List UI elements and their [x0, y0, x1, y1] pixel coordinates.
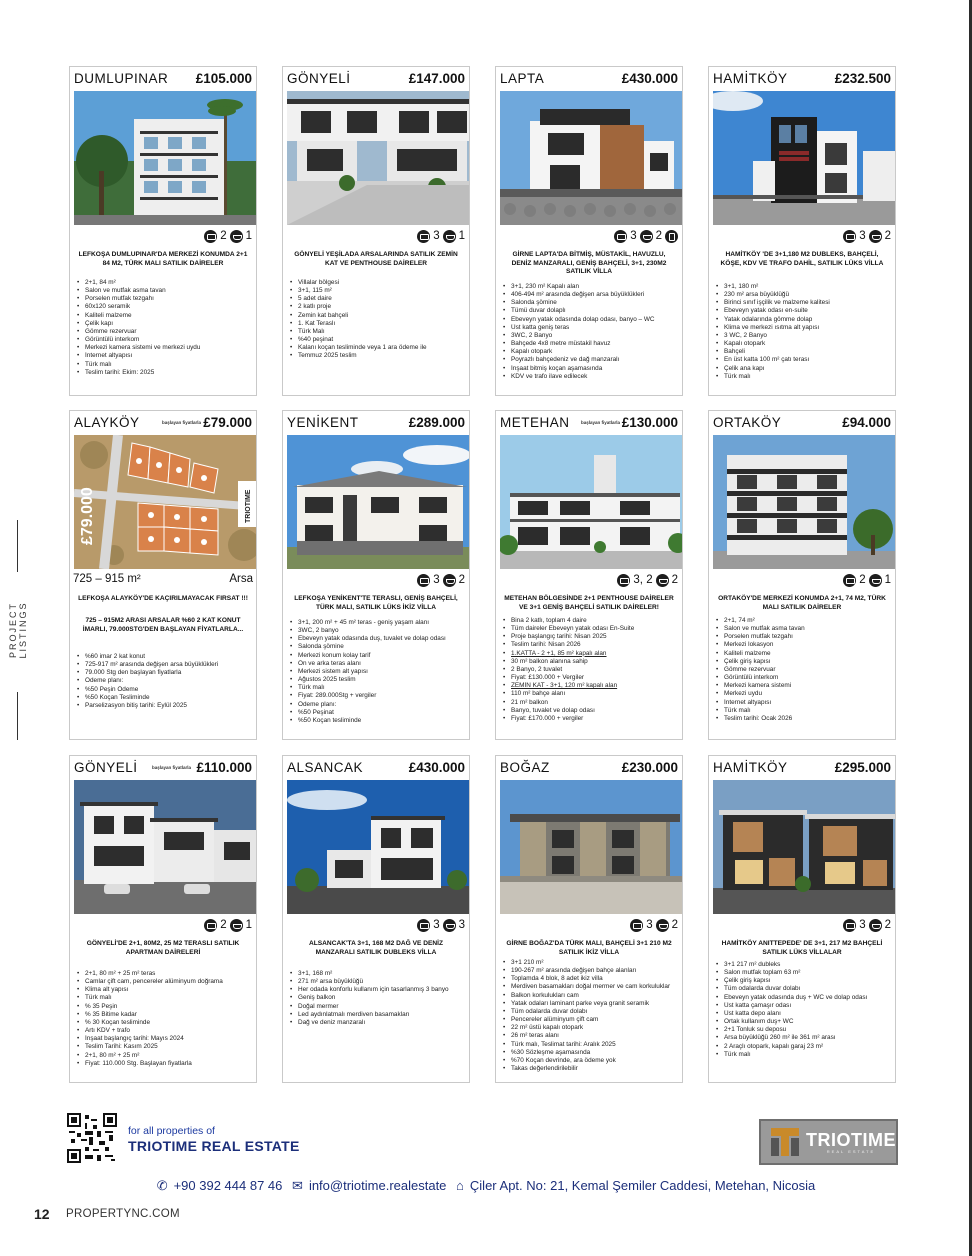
list-item: • Üst katta depo alanı: [715, 1010, 891, 1018]
listing-title: GİRNE LAPTA'DA BİTMİŞ, MÜSTAKİL, HAVUZLU, DENİZ MANZARALI, GENİŞ BAHÇELİ, 3+1, 230M2 SATILIK VİLLA: [511, 251, 667, 276]
list-item: • Porselen mutfak tezgahı: [76, 295, 252, 303]
bath-count: 2: [458, 574, 465, 586]
pool-icon: [665, 230, 678, 243]
bath-count: 1: [458, 230, 465, 242]
list-item: • İnternet altyapısı: [715, 699, 891, 707]
list-item: • Merkezi kamera sistemi ve merkezi uydu: [76, 344, 252, 352]
list-item: • Led aydınlatmalı merdiven basamakları: [289, 1011, 465, 1019]
list-item: • İnşaat bitmiş koçan aşamasında: [502, 365, 678, 373]
list-item: • Çelik giriş kapısı: [715, 977, 891, 985]
list-item: • İnşaat başlangıç tarihi: Mayıs 2024: [76, 1035, 252, 1043]
listing-title: GİRNE BOĞAZ'DA TÜRK MALI, BAHÇELİ 3+1 210 M2 SATILIK İKİZ VİLLA: [506, 940, 672, 956]
plot-info: [73, 573, 253, 585]
listing-photo[interactable]: [500, 780, 683, 914]
list-item: • Ödeme planı:: [289, 701, 465, 709]
list-item: • Merdiven basamakları doğal mermer ve cam korkuluklar: [502, 983, 678, 991]
list-item: • Yatak odalarında gömme dolap: [715, 316, 891, 324]
phone-link[interactable]: +90 392 444 87 46: [173, 1178, 283, 1193]
logo-subtext: REAL ESTATE: [826, 1148, 876, 1154]
listing-card[interactable]: [495, 66, 683, 396]
list-item: • % 35 Peşin: [76, 1003, 252, 1011]
bed-icon: [843, 230, 856, 243]
triotime-logo-mark-icon: [771, 1128, 798, 1156]
list-item: • Teslim tarihi: Ocak 2026: [715, 715, 891, 723]
listing-photo[interactable]: [713, 435, 896, 569]
listing-card[interactable]: [282, 755, 470, 1083]
list-item: • Fiyat: 289.000Stg + vergiler: [289, 692, 465, 700]
list-item: • Yatak odaları laminant parke veya granit seramik: [502, 1000, 678, 1008]
listing-features: [630, 918, 678, 932]
list-item: • 3+1 217 m² dubleks: [715, 961, 891, 969]
listing-price: £79.000: [203, 415, 252, 430]
listing-price: £430.000: [621, 71, 678, 86]
list-item: • Teslim tarihi: Nisan 2026: [502, 641, 678, 649]
listing-features-list: [289, 279, 465, 361]
list-item: • Klima ve merkezi ısıtma alt yapısı: [715, 324, 891, 332]
list-item: • Fiyat: £170.000 + vergiler: [502, 715, 678, 723]
list-item: • Temmuz 2025 teslim: [289, 352, 465, 360]
list-item: • 3+1, 200 m² + 45 m² teras - geniş yaşam alanı: [289, 619, 465, 627]
list-item: • 60x120 seramik: [76, 303, 252, 311]
bath-icon: [869, 574, 882, 587]
listing-card[interactable]: [708, 410, 896, 740]
list-item: • ZEMİN KAT - 3+1, 120 m² kapalı alan: [502, 682, 678, 690]
listing-location: HAMİTKÖY: [713, 71, 788, 86]
bed-count: 3: [646, 919, 653, 931]
bed-count: 3: [859, 919, 866, 931]
listing-card[interactable]: [708, 66, 896, 396]
page-number: 12: [34, 1206, 50, 1222]
bath-count: 2: [671, 919, 678, 931]
listing-features-list: [76, 279, 252, 377]
listing-subtitle: 725 – 915M2 ARASI ARSALAR %60 2 KAT KONUT İMARLI, 79.000STG'DEN BAŞLAYAN FİYATLARLA...: [82, 617, 244, 633]
list-item: • İnternet altyapısı: [76, 352, 252, 360]
map-brand-text: TRIOTIME: [245, 489, 252, 523]
list-item: • Ağustos 2025 teslim: [289, 676, 465, 684]
listing-features: [614, 229, 678, 243]
listing-features-list: [289, 970, 465, 1027]
list-item: • Üst katta geniş teras: [502, 324, 678, 332]
list-item: • Zemin kat bahçeli: [289, 312, 465, 320]
bath-icon: [656, 919, 669, 932]
list-item: • Ön ve arka teras alanı: [289, 660, 465, 668]
bath-count: 2: [671, 574, 678, 586]
list-item: • 2 Banyo, 2 tuvalet: [502, 666, 678, 674]
list-item: • Artı KDV + trafo: [76, 1027, 252, 1035]
list-item: • % 30 Koçan tesliminde: [76, 1019, 252, 1027]
list-item: • Salon mutfak toplam 63 m²: [715, 969, 891, 977]
bath-icon: [656, 574, 669, 587]
listing-features: [204, 918, 252, 932]
listing-location: HAMİTKÖY: [713, 760, 788, 775]
plot-type: Arsa: [229, 573, 253, 585]
list-item: • Tüm daireler Ebeveyn yatak odası En-Suite: [502, 625, 678, 633]
list-item: • 406-494 m² arasında değişen arsa büyüklükleri: [502, 291, 678, 299]
list-item: • 3+1, 168 m²: [289, 970, 465, 978]
bed-count: 2: [859, 574, 866, 586]
bed-count: 3: [433, 230, 440, 242]
list-item: • Türk Malı: [289, 328, 465, 336]
list-item: • 271 m² arsa büyüklüğü: [289, 978, 465, 986]
list-item: • Türk malı: [715, 707, 891, 715]
list-item: • 2 katlı proje: [289, 303, 465, 311]
bath-icon: [869, 919, 882, 932]
list-item: • Tümü duvar dolaplı: [502, 307, 678, 315]
listing-features: [417, 918, 465, 932]
bed-icon: [617, 574, 630, 587]
list-item: • 21 m² balkon: [502, 699, 678, 707]
listing-card[interactable]: [495, 410, 683, 740]
plot-map[interactable]: [74, 435, 257, 569]
listing-title: ALSANCAK'TA 3+1, 168 M2 DAĞ VE DENİZ MANZARALI SATILIK DUBLEKS VİLLA: [308, 940, 444, 956]
list-item: • Pencereler alüminyum çift cam: [502, 1016, 678, 1024]
list-item: • Kapalı otopark: [502, 348, 678, 356]
bath-icon: [443, 919, 456, 932]
list-item: • Camlar çift cam, pencereler alüminyum doğrama: [76, 978, 252, 986]
listing-location: GÖNYELİ: [287, 71, 351, 86]
list-item: • Ebeveyn yatak odasında dolap odası, banyo – WC: [502, 316, 678, 324]
listing-location: ALAYKÖY: [74, 415, 140, 430]
listing-price: £430.000: [408, 760, 465, 775]
bath-icon: [640, 230, 653, 243]
listing-title: ORTAKÖY'DE MERKEZİ KONUMDA 2+1, 74 M2, TÜRK MALI SATILIK DAİRELER: [718, 595, 886, 611]
location-icon: ⌂: [456, 1178, 464, 1193]
list-item: • Çelik kapı: [76, 320, 252, 328]
listing-title: LEFKOŞA DUMLUPINAR'DA MERKEZİ KONUMDA 2+1 84 M2, TÜRK MALI SATILIK DAİRELER: [78, 251, 248, 267]
listing-features: [417, 573, 465, 587]
list-item: • 725-917 m² arasında değişen arsa büyüklükleri: [76, 661, 252, 669]
list-item: • Bina 2 katlı, toplam 4 daire: [502, 617, 678, 625]
phone-icon: ✆: [156, 1178, 168, 1193]
list-item: • Bahçeli: [715, 348, 891, 356]
bed-icon: [630, 919, 643, 932]
list-item: • 26 m² teras alanı: [502, 1032, 678, 1040]
list-item: • Görüntülü interkom: [76, 336, 252, 344]
list-item: • Geniş balkon: [289, 994, 465, 1002]
list-item: • Merkezi kamera sistemi: [715, 682, 891, 690]
list-item: • Ebeveyn yatak odasında duş + WC ve dolap odası: [715, 994, 891, 1002]
listing-photo[interactable]: [713, 780, 896, 914]
list-item: • %50 Peşinat: [289, 709, 465, 717]
listing-location: GÖNYELİ: [74, 760, 138, 775]
footer-company: TRIOTIME REAL ESTATE: [128, 1138, 300, 1154]
list-item: • 79.000 Stg den başlayan fiyatlarla: [76, 669, 252, 677]
listing-photo[interactable]: [287, 435, 470, 569]
starting-price-label: başlayan fiyatlarla: [152, 765, 192, 770]
list-item: • Ödeme planı:: [76, 677, 252, 685]
list-item: • % 35 Bitime kadar: [76, 1011, 252, 1019]
list-item: • Bahçede 4x8 metre müstakil havuz: [502, 340, 678, 348]
list-item: • Türk malı: [715, 1051, 891, 1059]
starting-price-label: başlayan fiyatlarla: [581, 420, 621, 425]
bath-count: 3: [458, 919, 465, 931]
listing-location: ORTAKÖY: [713, 415, 782, 430]
list-item: • Merkezi konum kolay tarif: [289, 652, 465, 660]
listing-card[interactable]: [495, 755, 683, 1083]
list-item: • Merkezi lokasyon: [715, 641, 891, 649]
list-item: • Salonda şömine: [502, 299, 678, 307]
list-item: • Çelik giriş kapısı: [715, 658, 891, 666]
listing-features: [417, 229, 465, 243]
list-item: • Teslim tarihi: Ekim: 2025: [76, 369, 252, 377]
listing-price: £230.000: [621, 760, 678, 775]
list-item: • Takas değerlendirilebilir: [502, 1065, 678, 1073]
email-link[interactable]: info@triotime.realestate: [308, 1178, 447, 1193]
contact-bar: [0, 1178, 972, 1194]
qr-code[interactable]: [67, 1113, 117, 1163]
listing-title: GÖNYELİ'DE 2+1, 80M2, 25 M2 TERASLI SATILIK APARTMAN DAİRELERİ: [86, 940, 240, 956]
listing-photo[interactable]: [74, 91, 257, 225]
list-item: • 2+1 Tonluk su deposu: [715, 1026, 891, 1034]
list-item: • 2+1, 80 m² + 25 m²: [76, 1052, 252, 1060]
list-item: • 5 adet daire: [289, 295, 465, 303]
list-item: • Tüm odalarda duvar dolabı: [715, 985, 891, 993]
list-item: • Villalar bölgesi: [289, 279, 465, 287]
listing-photo[interactable]: [500, 435, 683, 569]
list-item: • Kaliteli malzeme: [76, 312, 252, 320]
list-item: • %70 Koçan devrinde, ara ödeme yok: [502, 1057, 678, 1065]
listing-card[interactable]: [282, 66, 470, 396]
list-item: • Salon ve mutfak asma tavan: [76, 287, 252, 295]
listing-features: [204, 229, 252, 243]
listing-features: [617, 573, 678, 587]
listing-card[interactable]: [69, 66, 257, 396]
bath-icon: [230, 919, 243, 932]
list-item: • Fiyat: £130.000 + Vergiler: [502, 674, 678, 682]
list-item: • Merkezi uydu: [715, 690, 891, 698]
list-item: • Türk malı: [76, 361, 252, 369]
list-item: • Parselizasyon bitiş tarihi: Eylül 2025: [76, 702, 252, 710]
bath-count: 1: [245, 919, 252, 931]
list-item: • Toplamda 4 blok, 8 adet ikiz villa: [502, 975, 678, 983]
listing-features-list: [76, 970, 252, 1068]
list-item: • Banyo, tuvalet ve dolap odası: [502, 707, 678, 715]
list-item: • Klima alt yapısı: [76, 986, 252, 994]
listing-features-list: [715, 283, 891, 381]
list-item: • 2+1, 74 m²: [715, 617, 891, 625]
listing-location: LAPTA: [500, 71, 545, 86]
list-item: • Porselen mutfak tezgahı: [715, 633, 891, 641]
bath-count: 1: [884, 574, 891, 586]
listing-title: LEFKOŞA YENİKENT'TE TERASLI, GENİŞ BAHÇELİ, TÜRK MALI, SATILIK LÜKS İKİZ VİLLA: [294, 595, 458, 611]
listing-card[interactable]: [69, 755, 257, 1083]
listing-features-list: [715, 617, 891, 723]
plot-area: 725 – 915 m²: [73, 573, 141, 585]
listing-title: HAMİTKÖY 'DE 3+1,180 M2 DUBLEKS, BAHÇELİ, KÖŞE, KDV VE TRAFO DAHİL, SATILIK LÜKS VİLLA: [720, 251, 884, 267]
listing-card[interactable]: [282, 410, 470, 740]
bed-icon: [417, 919, 430, 932]
list-item: • Balkon korkulukları cam: [502, 992, 678, 1000]
listing-card[interactable]: [69, 410, 257, 740]
list-item: • Teslim Tarihi: Kasım 2025: [76, 1043, 252, 1051]
list-item: • KDV ve trafo ilave edilecek: [502, 373, 678, 381]
site-link[interactable]: PROPERTYNC.COM: [66, 1208, 180, 1220]
list-item: • 30 m² balkon alanına sahip: [502, 658, 678, 666]
list-item: • 2 Araçlı otopark, kapalı garaj 23 m²: [715, 1043, 891, 1051]
list-item: • 3+1 210 m²: [502, 959, 678, 967]
listing-features-list: [502, 283, 678, 381]
listing-photo[interactable]: [500, 91, 683, 225]
bed-icon: [843, 919, 856, 932]
listing-features-list: [502, 959, 678, 1073]
list-item: • Merkezi sistem alt yapısı: [289, 668, 465, 676]
starting-price-label: başlayan fiyatlarla: [162, 420, 202, 425]
address-text: Çiler Apt. No: 21, Kemal Şemiler Caddesi, Metehan, Nicosia: [469, 1178, 816, 1193]
listing-location: METEHAN: [500, 415, 570, 430]
listing-title: LEFKOŞA ALAYKÖY'DE KAÇIRILMAYACAK FIRSAT !!!: [78, 595, 248, 602]
listing-price: £105.000: [195, 71, 252, 86]
list-item: • Proje başlangıç tarihi: Nisan 2025: [502, 633, 678, 641]
listing-price: £232.500: [834, 71, 891, 86]
bed-count: 2: [220, 919, 227, 931]
bath-count: 2: [884, 919, 891, 931]
listing-card[interactable]: [708, 755, 896, 1083]
listing-location: ALSANCAK: [287, 760, 364, 775]
email-icon: ✉: [292, 1178, 303, 1193]
list-item: • 110 m² bahçe alanı: [502, 690, 678, 698]
bed-count: 3, 2: [633, 574, 653, 586]
bed-icon: [417, 230, 430, 243]
bath-icon: [443, 230, 456, 243]
list-item: • 3+1, 115 m²: [289, 287, 465, 295]
list-item: • Ebeveyn yatak odasında duş, tuvalet ve dolap odası: [289, 635, 465, 643]
footer-tagline: for all properties of: [128, 1125, 215, 1137]
bed-icon: [204, 230, 217, 243]
listing-photo[interactable]: [713, 91, 896, 225]
list-item: • Fiyat: 110.000 Stg. Başlayan fiyatlarla: [76, 1060, 252, 1068]
listing-title: METEHAN BÖLGESİNDE 2+1 PENTHOUSE DAİRELER VE 3+1 GENİŞ BAHÇELİ SATILIK DAİRELER!: [504, 595, 674, 611]
bed-icon: [614, 230, 627, 243]
listing-photo[interactable]: [287, 780, 470, 914]
logo-wordmark: TRIOTIME: [806, 1129, 896, 1150]
listing-features-list: [502, 617, 678, 723]
list-item: • Görüntülü interkom: [715, 674, 891, 682]
list-item: • Arsa büyüklüğü 260 m² ile 361 m² arası: [715, 1034, 891, 1042]
list-item: • Türk malı, Teslimat tarihi: Aralık 2025: [502, 1041, 678, 1049]
list-item: • Gömme rezervuar: [76, 328, 252, 336]
list-item: • Poyrazlı bahçedeniz ve dağ manzaralı: [502, 356, 678, 364]
list-item: • %40 peşinat: [289, 336, 465, 344]
list-item: • 2+1, 84 m²: [76, 279, 252, 287]
bed-count: 3: [859, 230, 866, 242]
bath-icon: [443, 574, 456, 587]
list-item: • Her odada konforlu kullanım için tasarlanmış 3 banyo: [289, 986, 465, 994]
listing-price: £94.000: [842, 415, 891, 430]
list-item: • %50 Peşin Ödeme: [76, 686, 252, 694]
bath-count: 2: [655, 230, 662, 242]
listing-location: DUMLUPINAR: [74, 71, 169, 86]
listing-price: £289.000: [408, 415, 465, 430]
list-item: • Türk malı: [715, 373, 891, 381]
list-item: • Gömme rezervuar: [715, 666, 891, 674]
listing-features: [843, 573, 891, 587]
list-item: • 1. Kat Teraslı: [289, 320, 465, 328]
listing-features-list: [76, 653, 252, 710]
listing-price: £110.000: [196, 760, 252, 775]
list-item: • Çelik ana kapı: [715, 365, 891, 373]
list-item: • Kalanı koçan tesliminde veya 1 ara ödeme ile: [289, 344, 465, 352]
bed-icon: [417, 574, 430, 587]
list-item: • %50 Koçan Tesliminde: [76, 694, 252, 702]
list-item: • %30 Sözleşme aşamasında: [502, 1049, 678, 1057]
listing-title: GÖNYELİ YEŞİLADA ARSALARINDA SATILIK ZEMİN KAT VE PENTHOUSE DAİRELER: [294, 251, 458, 267]
bath-icon: [869, 230, 882, 243]
list-item: • Üst katta çamaşır odası: [715, 1002, 891, 1010]
listing-features: [843, 918, 891, 932]
list-item: • 22 m² üstü kapalı otopark: [502, 1024, 678, 1032]
list-item: • 2+1, 80 m² + 25 m² teras: [76, 970, 252, 978]
list-item: • Ebeveyn yatak odası en-suite: [715, 307, 891, 315]
bed-count: 3: [433, 919, 440, 931]
list-item: • Salonda şömine: [289, 643, 465, 651]
listing-location: BOĞAZ: [500, 760, 550, 775]
list-item: • Birinci sınıf işçilik ve malzeme kalitesi: [715, 299, 891, 307]
listing-price: £295.000: [834, 760, 891, 775]
bath-count: 2: [884, 230, 891, 242]
list-item: • 3+1, 230 m² Kapalı alan: [502, 283, 678, 291]
bed-count: 3: [630, 230, 637, 242]
sidebar-label: PROJECT LISTINGS: [8, 520, 28, 740]
listing-location: YENİKENT: [287, 415, 359, 430]
list-item: • 1.KATTA - 2 +1, 85 m² kapalı alan: [502, 650, 678, 658]
list-item: • 3WC, 2 Banyo: [502, 332, 678, 340]
list-item: • Türk malı: [289, 684, 465, 692]
bath-icon: [230, 230, 243, 243]
list-item: • Tüm odalarda duvar dolabı: [502, 1008, 678, 1016]
listing-features: [843, 229, 891, 243]
bed-icon: [204, 919, 217, 932]
map-price-text: £79.000: [79, 487, 96, 545]
list-item: • Dağ ve deniz manzaralı: [289, 1019, 465, 1027]
list-item: • 190-267 m² arasında değişen bahçe alanları: [502, 967, 678, 975]
bed-icon: [843, 574, 856, 587]
listing-features-list: [715, 961, 891, 1059]
list-item: • En üst katta 100 m² çatı terası: [715, 356, 891, 364]
list-item: • Kapalı otopark: [715, 340, 891, 348]
bath-count: 1: [245, 230, 252, 242]
list-item: • %60 imar 2 kat konut: [76, 653, 252, 661]
bed-count: 2: [220, 230, 227, 242]
list-item: • 3+1, 180 m²: [715, 283, 891, 291]
listing-photo[interactable]: [287, 91, 470, 225]
listing-price: £147.000: [408, 71, 465, 86]
list-item: • Doğal mermer: [289, 1003, 465, 1011]
bed-count: 3: [433, 574, 440, 586]
list-item: • 3 WC, 2 Banyo: [715, 332, 891, 340]
list-item: • 230 m² arsa büyüklüğü: [715, 291, 891, 299]
list-item: • Salon ve mutfak asma tavan: [715, 625, 891, 633]
listing-photo[interactable]: [74, 780, 257, 914]
triotime-logo[interactable]: [759, 1119, 898, 1165]
listing-price: £130.000: [621, 415, 678, 430]
list-item: • %50 Koçan tesliminde: [289, 717, 465, 725]
listing-features-list: [289, 619, 465, 725]
list-item: • Türk malı: [76, 994, 252, 1002]
list-item: • 3WC, 2 banyo: [289, 627, 465, 635]
list-item: • Kaliteli malzeme: [715, 650, 891, 658]
listing-title: HAMİTKÖY ANITTEPEDE' DE 3+1, 217 M2 BAHÇELİ SATILIK LÜKS VİLLALAR: [721, 940, 883, 956]
list-item: • Ortak kullanım duş+ WC: [715, 1018, 891, 1026]
